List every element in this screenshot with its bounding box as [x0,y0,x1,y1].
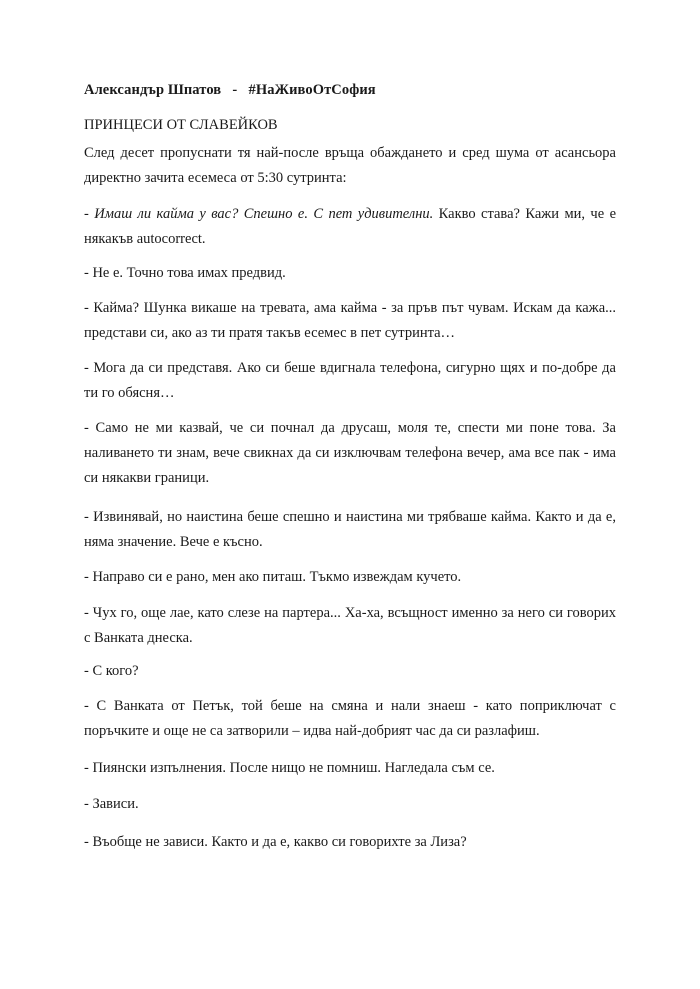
paragraph-12: - Пиянски изпълнения. После нищо не помниш. Нагледала съм се. [84,760,495,776]
paragraph-6: - Само не ми казвай, че си почнал да друсаш, моля те, спести ми поне това. За наливането ти знам, вече свикнах да си изключвам телефона вечер, ама все пак - има си някакви граници. [84,420,616,486]
author-name: Александър Шпатов [84,82,222,98]
header-separator: - [232,82,238,98]
paragraph-8: - Направо си е рано, мен ако питаш. Тъкмо извеждам кучето. [84,569,462,585]
paragraph-5: - Мога да си представя. Ако си беше вдигнала телефона, сигурно щях и по-добре да ти го обясня… [84,360,616,401]
paragraph-1: След десет пропуснати тя най-после връща обаждането и сред шума от асансьора директно зачита есемеса от 5:30 сутринта: [84,145,616,186]
paragraph-7: - Извинявай, но наистина беше спешно и наистина ми трябваше кайма. Както и да е, няма значение. Вече е късно. [84,509,616,550]
paragraph-14: - Въобще не зависи. Както и да е, какво си говорихте за Лиза? [84,834,467,850]
document-header [84,82,376,99]
paragraph-11: - С Ванката от Петък, той беше на смяна и нали знаеш - като поприключат с поръчките и още не са затворили – идва най-добрият час да си разлафиш. [84,698,616,739]
story-title: ПРИНЦЕСИ ОТ СЛАВЕЙКОВ [84,117,278,133]
paragraph-9: - Чух го, още лае, като слезе на партера... Ха-ха, всъщност именно за него си говорих с Ванката днеска. [84,605,616,646]
paragraph-13: - Зависи. [84,796,139,812]
paragraph-3: - Не е. Точно това имах предвид. [84,265,286,281]
paragraph-4: - Кайма? Шунка викаше на тревата, ама кайма - за пръв път чувам. Искам да кажа... представи си, ако аз ти пратя такъв есемес в пет сутринта… [84,300,616,341]
paragraph-2: - Имаш ли кайма у вас? Спешно е. С пет удивителни. Какво става? Кажи ми, че е някакъв autocorrect. [84,206,617,247]
sms-quote: - Имаш ли кайма у вас? Спешно е. С пет удивителни. [84,206,434,222]
paragraph-10: - С кого? [84,663,139,679]
hashtag: #НаЖивоОтСофия [248,82,376,98]
